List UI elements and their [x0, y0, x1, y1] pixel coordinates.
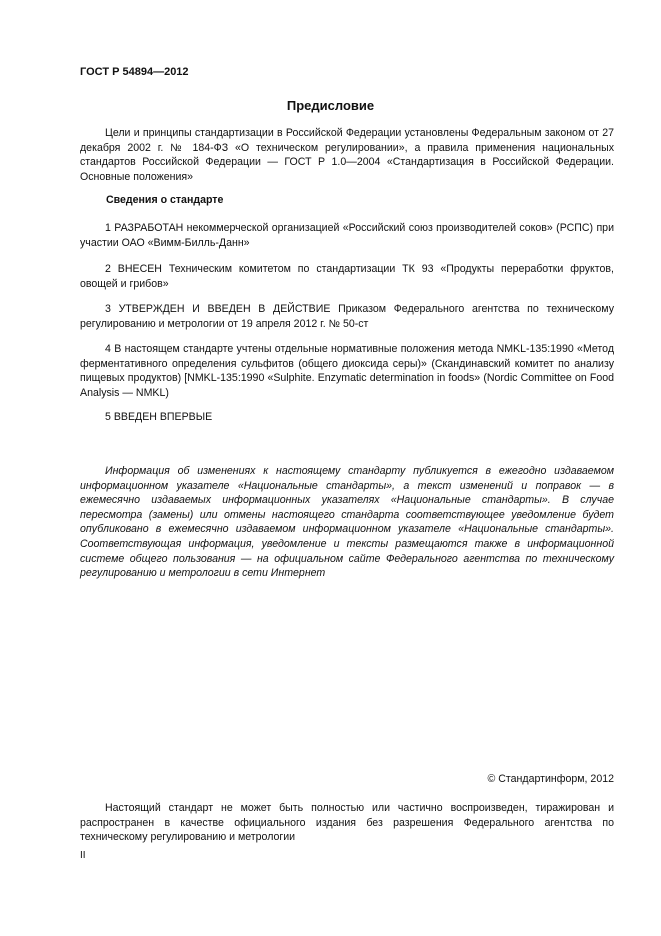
reproduction-notice: Настоящий стандарт не может быть полностью или частично воспроизведен, тиражирован и распространен в качестве официального издания без разрешения Федерального агентства по техническому регулированию и метрологии	[80, 802, 614, 844]
intro-paragraph: Цели и принципы стандартизации в Российской Федерации установлены Федеральным законом от 27 декабря 2002 г. № 184-ФЗ «О техническом регулировании», а правила применения национальных стандартов Российской Федерации — ГОСТ Р 1.0—2004 «Стандартизация в Российской Федерации. Основные положения»	[80, 127, 614, 183]
info-item-3: 3 УТВЕРЖДЕН И ВВЕДЕН В ДЕЙСТВИЕ Приказом Федерального агентства по техническому регулированию и метрологии от 19 апреля 2012 г. № 50-ст	[80, 303, 614, 330]
info-item-5: 5 ВВЕДЕН ВПЕРВЫЕ	[105, 411, 213, 423]
copyright-notice: © Стандартинформ, 2012	[487, 773, 614, 785]
standard-code: ГОСТ Р 54894—2012	[80, 66, 189, 78]
info-item-2: 2 ВНЕСЕН Техническим комитетом по стандартизации ТК 93 «Продукты переработки фруктов, овощей и грибов»	[80, 263, 614, 290]
page-number: II	[80, 850, 86, 861]
info-item-1: 1 РАЗРАБОТАН некоммерческой организацией «Российский союз производителей соков» (РСПС) при участии ОАО «Вимм-Билль-Данн»	[80, 222, 614, 249]
page-title: Предисловие	[286, 98, 375, 113]
info-item-4: 4 В настоящем стандарте учтены отдельные нормативные положения метода NMKL-135:1990 «Метод ферментативного определения сульфитов (общего диоксида серы)» (Скандинавский комитет по анализу пищевых продуктов) [NMKL-135:1990 «Sulphite. Enzymatic determination in foods» (Nordic Committee on Food Analysis — NMKL)	[80, 343, 614, 399]
changes-info-note: Информация об изменениях к настоящему стандарту публикуется в ежегодно издаваемом информационном указателе «Национальные стандарты», а текст изменений и поправок — в ежемесячно издаваемых информационных указателях «Национальные стандарты». В случае пересмотра (замены) или отмены настоящего стандарта соответствующее уведомление будет опубликовано в ежемесячно издаваемом информационном указателе «Национальные стандарты». Соответствующая информация, уведомление и тексты размещаются также в информационной системе общего пользования — на официальном сайте Федерального агентства по техническому регулированию и метрологии в сети Интернет	[80, 465, 614, 580]
section-heading: Сведения о стандарте	[106, 194, 224, 206]
